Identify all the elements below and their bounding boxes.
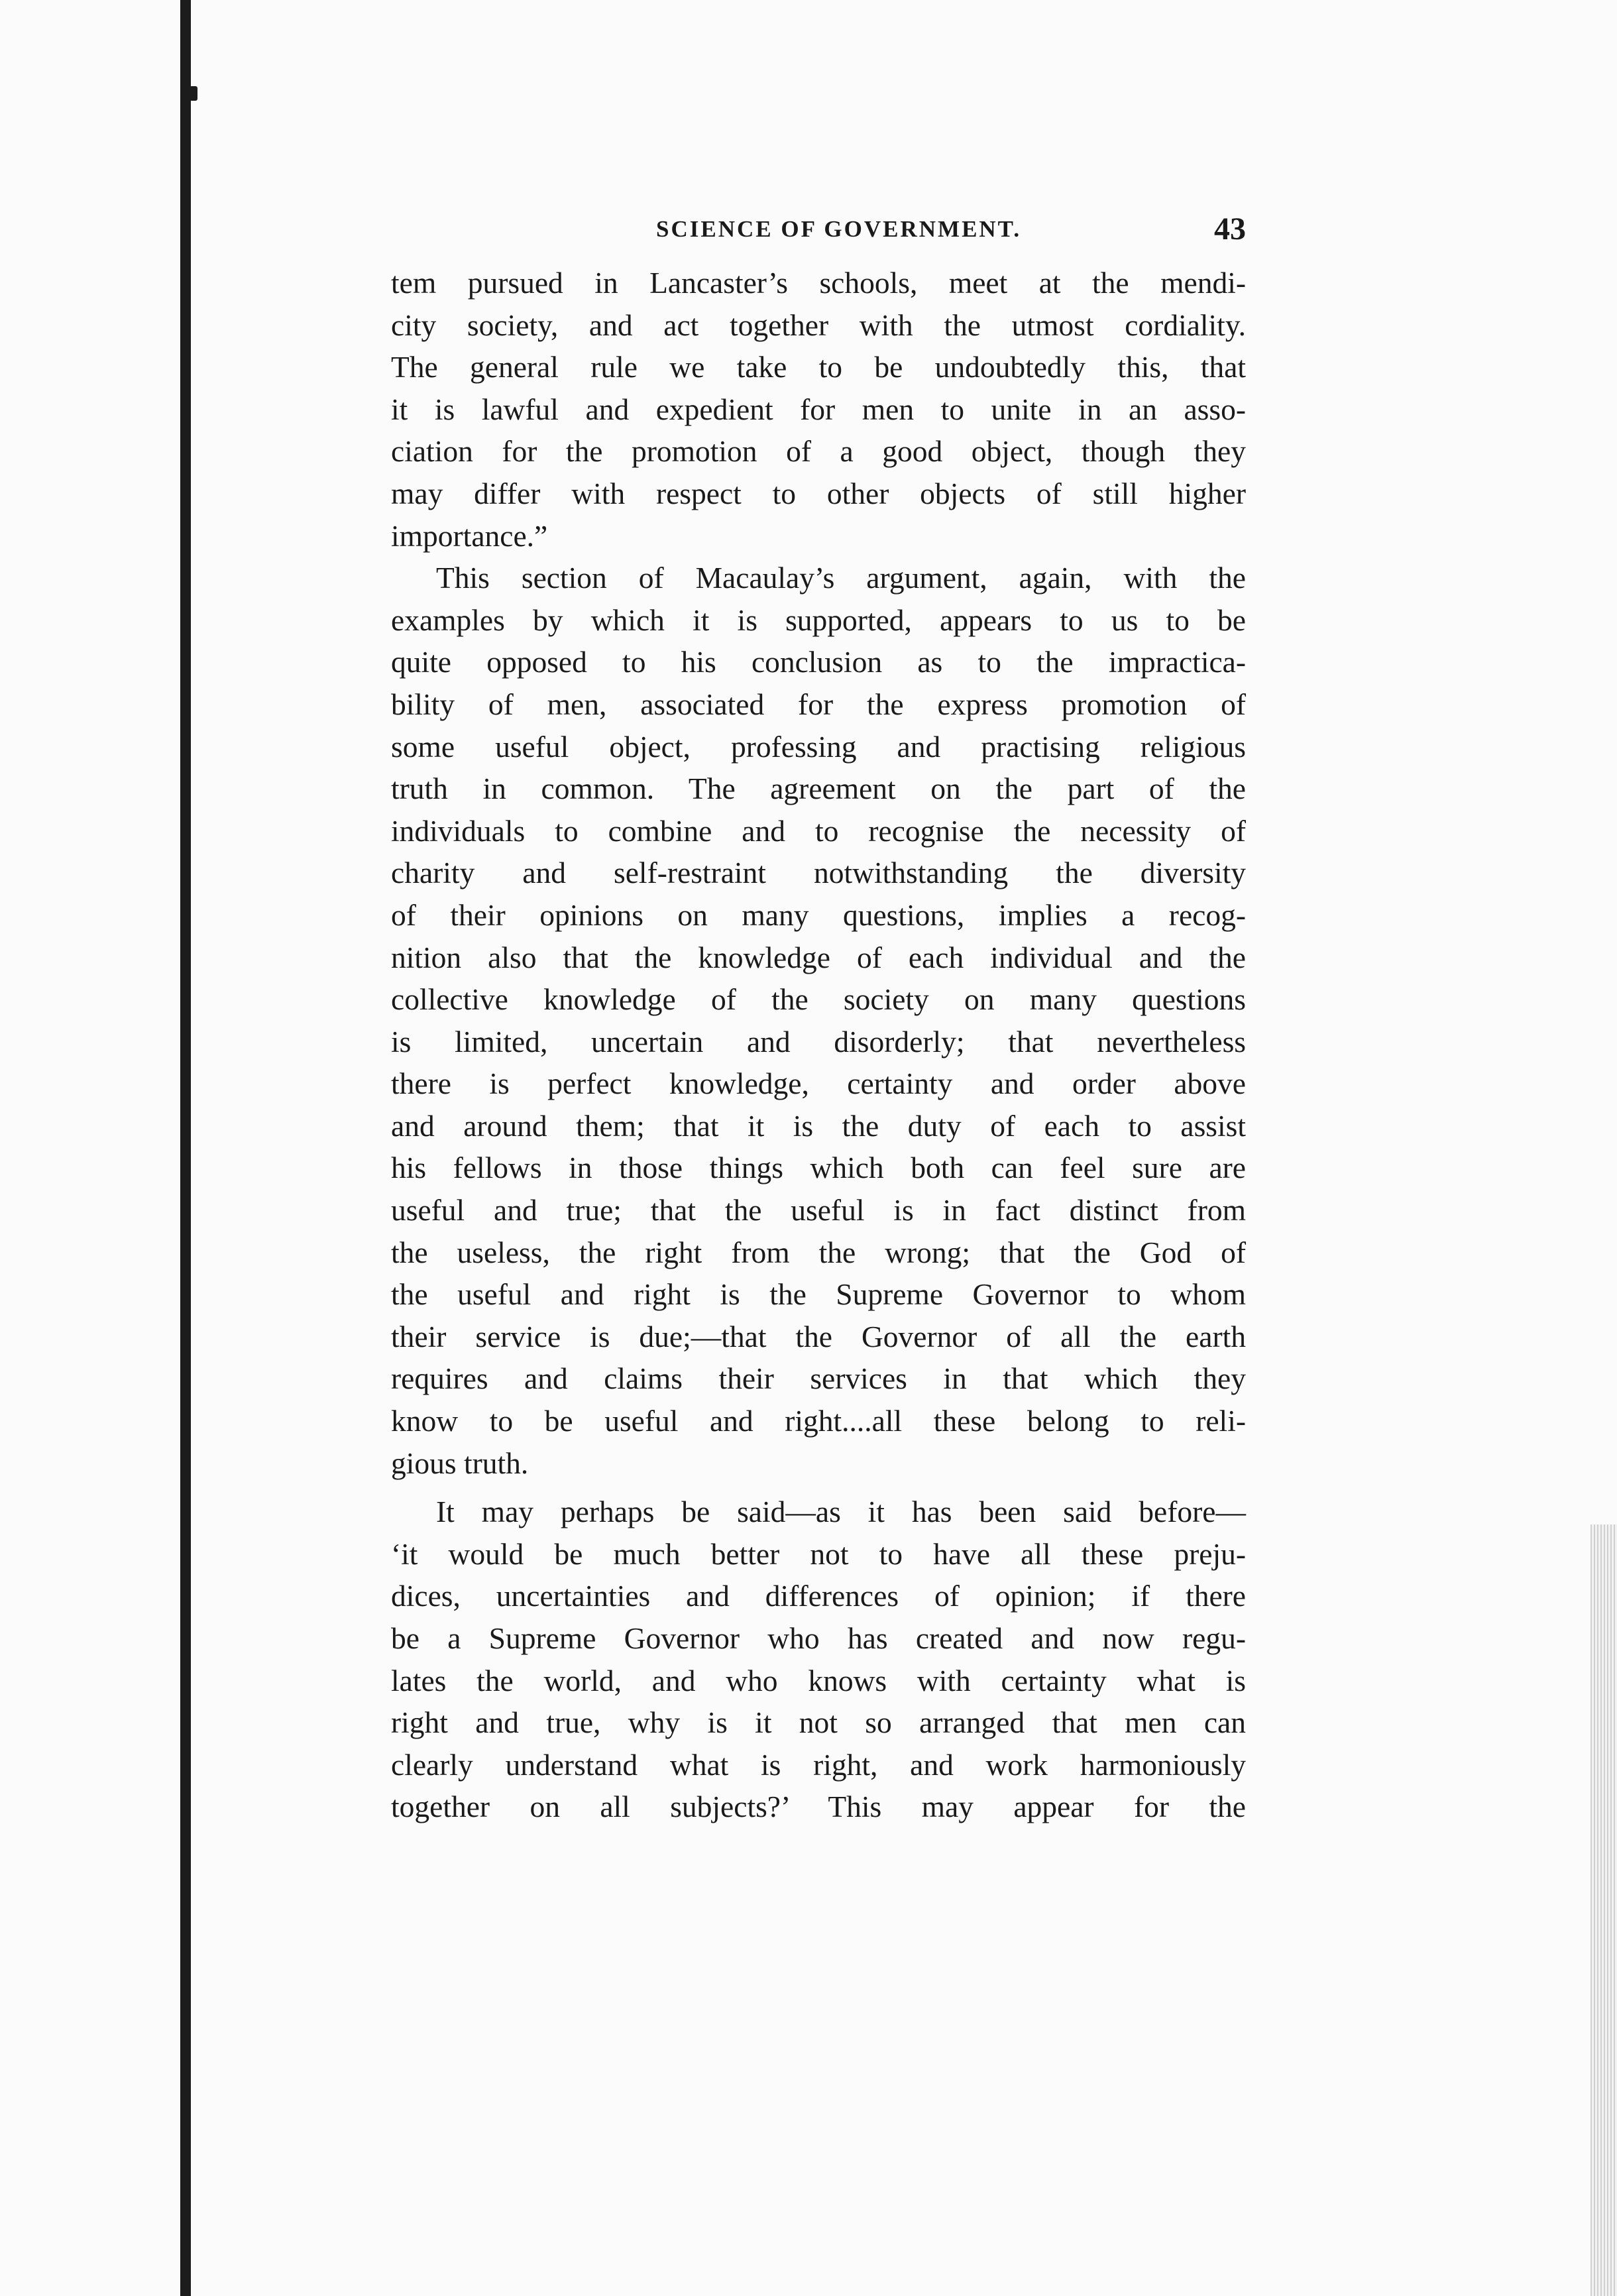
text-line: may differ with respect to other objects of still higher [391, 476, 1246, 510]
text-line: city society, and act together with the utmost cordiality. [391, 308, 1246, 342]
page-number: 43 [1214, 211, 1246, 247]
text-line: gious truth. [391, 1446, 529, 1480]
text-line: individuals to combine and to recognise the necessity of [391, 813, 1246, 848]
text-line: examples by which it is supported, appears to us to be [391, 603, 1246, 637]
text-line: his fellows in those things which both can feel sure are [391, 1151, 1246, 1185]
text-line: of their opinions on many questions, implies a recog- [391, 897, 1246, 932]
text-line: This section of Macaulay’s argument, again, with the [436, 561, 1246, 595]
text-line: dices, uncertainties and differences of opinion; if there [391, 1579, 1246, 1613]
text-line: and around them; that it is the duty of each to assist [391, 1108, 1246, 1143]
paragraph-1 [391, 262, 1246, 557]
text-line: bility of men, associated for the express promotion of [391, 687, 1246, 721]
text-line: collective knowledge of the society on many questions [391, 982, 1246, 1017]
text-line: right and true, why is it not so arranged that men can [391, 1705, 1246, 1740]
text-line: is limited, uncertain and disorderly; that nevertheless [391, 1024, 1246, 1059]
text-line: together on all subjects?’ This may appear for the [391, 1790, 1246, 1824]
text-line: lates the world, and who knows with certainty what is [391, 1663, 1246, 1697]
text-line: quite opposed to his conclusion as to the impractica- [391, 645, 1246, 679]
text-line: it is lawful and expedient for men to unite in an asso- [391, 392, 1246, 426]
text-line: tem pursued in Lancaster’s schools, meet at the mendi- [391, 266, 1246, 300]
text-line: requires and claims their services in that which they [391, 1361, 1246, 1396]
page-header [656, 211, 1246, 251]
paragraph-2 [391, 557, 1246, 1484]
text-line: the useful and right is the Supreme Governor to whom [391, 1277, 1246, 1312]
running-title: SCIENCE OF GOVERNMENT. [656, 216, 1022, 242]
text-line: importance.” [391, 518, 548, 553]
binding-edge [180, 0, 191, 2296]
text-line: ciation for the promotion of a good object, though they [391, 434, 1246, 469]
text-line: charity and self-restraint notwithstanding the diversity [391, 856, 1246, 890]
text-line: their service is due;—that the Governor of all the earth [391, 1319, 1246, 1353]
text-line: clearly understand what is right, and work harmoniously [391, 1747, 1246, 1782]
text-line: nition also that the knowledge of each individual and the [391, 940, 1246, 974]
text-line: some useful object, professing and practising religious [391, 729, 1246, 764]
text-line: there is perfect knowledge, certainty and order above [391, 1066, 1246, 1101]
body-text [391, 262, 1246, 1828]
text-line: ‘it would be much better not to have all these preju- [391, 1536, 1246, 1571]
text-line: The general rule we take to be undoubtedly this, that [391, 350, 1246, 384]
text-line: the useless, the right from the wrong; that the God of [391, 1235, 1246, 1269]
text-line: be a Supreme Governor who has created and now regu- [391, 1621, 1246, 1655]
text-line: truth in common. The agreement on the part of the [391, 772, 1246, 806]
binding-mark [190, 86, 197, 101]
paragraph-3 [391, 1491, 1246, 1828]
text-line: know to be useful and right....all these belong to reli- [391, 1404, 1246, 1438]
text-line: It may perhaps be said—as it has been said before— [436, 1495, 1246, 1529]
text-line: useful and true; that the useful is in fact distinct from [391, 1193, 1246, 1228]
page-edges [1590, 1524, 1617, 2296]
